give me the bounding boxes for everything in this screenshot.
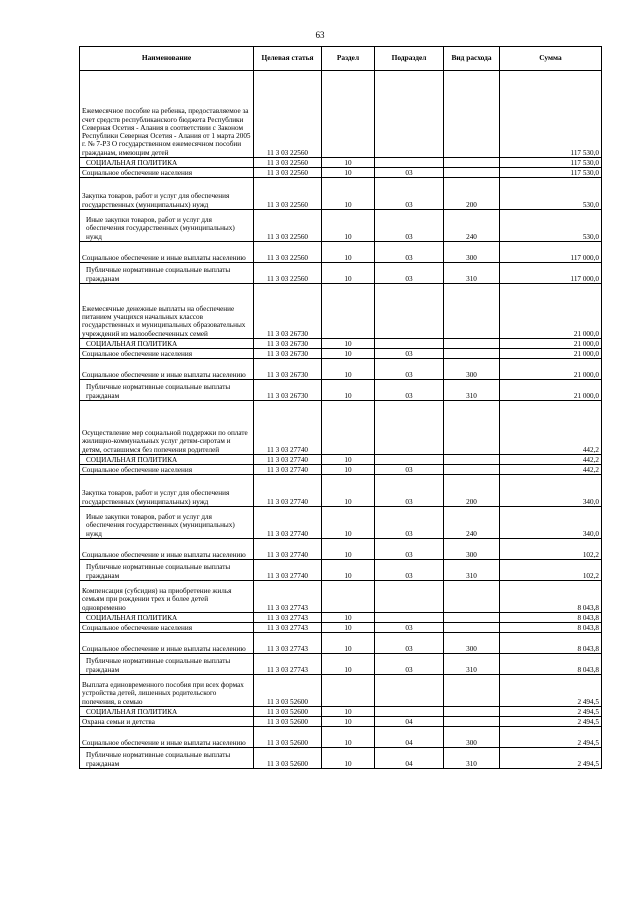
row-target-article-cell: 11 3 03 22560 [254, 178, 322, 210]
row-sum-cell: 530,0 [500, 210, 602, 242]
row-target-article-cell: 11 3 03 27743 [254, 623, 322, 633]
row-subsection-cell: 03 [375, 465, 444, 475]
header-name: Наименование [80, 47, 254, 71]
row-section-cell: 10 [322, 158, 375, 168]
table-row [80, 242, 602, 263]
row-name-cell: Иные закупки товаров, работ и услуг для обеспечения государственных (муниципальных) нужд [80, 210, 254, 242]
row-subsection-cell: 03 [375, 210, 444, 242]
row-sum-cell: 21 000,0 [500, 349, 602, 359]
row-expense-type-cell [444, 465, 500, 475]
row-subsection-cell: 03 [375, 359, 444, 380]
row-subsection-cell: 03 [375, 539, 444, 560]
table-row [80, 475, 602, 507]
row-name-cell: Компенсация (субсидия) на приобретение жилья семьям при рождении трех и более детей одновременно [80, 581, 254, 613]
row-section-cell: 10 [322, 539, 375, 560]
table-row [80, 748, 602, 769]
row-section-cell: 10 [322, 359, 375, 380]
row-section-cell: 10 [322, 339, 375, 349]
row-target-article-cell: 11 3 03 27743 [254, 613, 322, 623]
row-section-cell: 10 [322, 380, 375, 401]
row-subsection-cell: 03 [375, 178, 444, 210]
row-name-cell: Социальное обеспечение и иные выплаты населению [80, 727, 254, 748]
row-sum-cell: 117 530,0 [500, 158, 602, 168]
row-target-article-cell: 11 3 03 52600 [254, 675, 322, 707]
row-subsection-cell [375, 401, 444, 455]
row-name-cell: Социальное обеспечение и иные выплаты населению [80, 539, 254, 560]
row-name-cell: СОЦИАЛЬНАЯ ПОЛИТИКА [80, 707, 254, 717]
row-subsection-cell [375, 455, 444, 465]
row-subsection-cell [375, 613, 444, 623]
header-section: Раздел [322, 47, 375, 71]
row-section-cell: 10 [322, 633, 375, 654]
row-section-cell: 10 [322, 168, 375, 178]
table-row [80, 158, 602, 168]
table-row [80, 284, 602, 339]
row-expense-type-cell [444, 284, 500, 339]
row-section-cell: 10 [322, 613, 375, 623]
row-sum-cell: 8 043,8 [500, 581, 602, 613]
row-target-article-cell: 11 3 03 52600 [254, 717, 322, 727]
table-row [80, 507, 602, 539]
row-sum-cell: 442,2 [500, 455, 602, 465]
row-target-article-cell: 11 3 03 26730 [254, 339, 322, 349]
row-section-cell [322, 401, 375, 455]
row-subsection-cell: 04 [375, 727, 444, 748]
row-target-article-cell: 11 3 03 27740 [254, 560, 322, 581]
row-expense-type-cell: 240 [444, 507, 500, 539]
row-expense-type-cell [444, 455, 500, 465]
row-subsection-cell: 03 [375, 242, 444, 263]
row-name-cell: Закупка товаров, работ и услуг для обеспечения государственных (муниципальных) нужд [80, 475, 254, 507]
row-expense-type-cell [444, 168, 500, 178]
row-section-cell [322, 581, 375, 613]
row-sum-cell: 530,0 [500, 178, 602, 210]
row-expense-type-cell [444, 675, 500, 707]
row-target-article-cell: 11 3 03 22560 [254, 242, 322, 263]
row-name-cell: Закупка товаров, работ и услуг для обеспечения государственных (муниципальных) нужд [80, 178, 254, 210]
row-target-article-cell: 11 3 03 27743 [254, 633, 322, 654]
row-expense-type-cell: 300 [444, 633, 500, 654]
row-expense-type-cell [444, 717, 500, 727]
row-section-cell: 10 [322, 727, 375, 748]
row-expense-type-cell: 310 [444, 748, 500, 769]
row-subsection-cell: 03 [375, 633, 444, 654]
row-expense-type-cell [444, 613, 500, 623]
table-row [80, 349, 602, 359]
row-subsection-cell: 03 [375, 263, 444, 284]
table-row [80, 359, 602, 380]
row-sum-cell: 21 000,0 [500, 339, 602, 349]
row-expense-type-cell [444, 339, 500, 349]
row-sum-cell: 8 043,8 [500, 613, 602, 623]
row-sum-cell: 2 494,5 [500, 707, 602, 717]
row-sum-cell: 8 043,8 [500, 633, 602, 654]
row-target-article-cell: 11 3 03 22560 [254, 210, 322, 242]
table-row [80, 581, 602, 613]
table-header-row [80, 47, 602, 71]
row-sum-cell: 2 494,5 [500, 717, 602, 727]
row-subsection-cell: 03 [375, 475, 444, 507]
row-name-cell: СОЦИАЛЬНАЯ ПОЛИТИКА [80, 455, 254, 465]
row-name-cell: СОЦИАЛЬНАЯ ПОЛИТИКА [80, 158, 254, 168]
table-row [80, 613, 602, 623]
row-name-cell: Ежемесячное пособие на ребенка, предоставляемое за счет средств республиканского бюджета Республики Северная Осетия - Алания в соответствии с Законом Республики Северная Осетия - Алания от 1 марта 2005 г. № 7-РЗ О государственном ежемесячном пособии гражданам, имеющим детей [80, 71, 254, 158]
row-subsection-cell [375, 581, 444, 613]
row-subsection-cell: 04 [375, 748, 444, 769]
row-expense-type-cell: 300 [444, 242, 500, 263]
row-name-cell: Социальное обеспечение населения [80, 349, 254, 359]
row-name-cell: Публичные нормативные социальные выплаты гражданам [80, 654, 254, 675]
row-name-cell: СОЦИАЛЬНАЯ ПОЛИТИКА [80, 339, 254, 349]
row-sum-cell: 442,2 [500, 465, 602, 475]
row-sum-cell: 2 494,5 [500, 727, 602, 748]
row-target-article-cell: 11 3 03 27740 [254, 401, 322, 455]
row-name-cell: Публичные нормативные социальные выплаты гражданам [80, 560, 254, 581]
row-sum-cell: 21 000,0 [500, 359, 602, 380]
row-section-cell: 10 [322, 717, 375, 727]
row-subsection-cell [375, 339, 444, 349]
table-row [80, 210, 602, 242]
row-expense-type-cell: 310 [444, 654, 500, 675]
table-row [80, 560, 602, 581]
row-subsection-cell: 03 [375, 507, 444, 539]
row-section-cell: 10 [322, 707, 375, 717]
row-name-cell: Ежемесячные денежные выплаты на обеспечение питанием учащихся начальных классов государственных и муниципальных образовательных учреждений из малообеспеченных семей [80, 284, 254, 339]
row-name-cell: Охрана семьи и детства [80, 717, 254, 727]
row-name-cell: Выплата единовременного пособия при всех формах устройства детей, лишенных родительского попечения, в семью [80, 675, 254, 707]
row-expense-type-cell: 200 [444, 475, 500, 507]
row-subsection-cell [375, 284, 444, 339]
row-section-cell: 10 [322, 210, 375, 242]
row-sum-cell: 21 000,0 [500, 284, 602, 339]
row-target-article-cell: 11 3 03 27740 [254, 465, 322, 475]
table-row [80, 401, 602, 455]
table-row [80, 623, 602, 633]
row-expense-type-cell [444, 623, 500, 633]
row-target-article-cell: 11 3 03 26730 [254, 349, 322, 359]
row-target-article-cell: 11 3 03 22560 [254, 71, 322, 158]
row-sum-cell: 442,2 [500, 401, 602, 455]
table-row [80, 455, 602, 465]
row-section-cell: 10 [322, 560, 375, 581]
row-sum-cell: 117 000,0 [500, 242, 602, 263]
row-expense-type-cell: 200 [444, 178, 500, 210]
row-sum-cell: 340,0 [500, 507, 602, 539]
row-name-cell: Социальное обеспечение и иные выплаты населению [80, 359, 254, 380]
table-row [80, 178, 602, 210]
row-target-article-cell: 11 3 03 27743 [254, 581, 322, 613]
table-row [80, 633, 602, 654]
row-expense-type-cell: 240 [444, 210, 500, 242]
row-target-article-cell: 11 3 03 26730 [254, 359, 322, 380]
row-target-article-cell: 11 3 03 22560 [254, 158, 322, 168]
row-name-cell: Публичные нормативные социальные выплаты гражданам [80, 263, 254, 284]
row-sum-cell: 117 530,0 [500, 71, 602, 158]
row-expense-type-cell [444, 707, 500, 717]
header-sum: Сумма [500, 47, 602, 71]
row-section-cell: 10 [322, 475, 375, 507]
row-name-cell: Публичные нормативные социальные выплаты гражданам [80, 380, 254, 401]
row-target-article-cell: 11 3 03 22560 [254, 263, 322, 284]
row-target-article-cell: 11 3 03 26730 [254, 380, 322, 401]
row-name-cell: СОЦИАЛЬНАЯ ПОЛИТИКА [80, 613, 254, 623]
row-sum-cell: 21 000,0 [500, 380, 602, 401]
table-row [80, 539, 602, 560]
row-section-cell [322, 675, 375, 707]
table-row [80, 707, 602, 717]
table-row [80, 675, 602, 707]
row-subsection-cell: 03 [375, 349, 444, 359]
row-section-cell [322, 71, 375, 158]
header-expense-type: Вид расхода [444, 47, 500, 71]
row-sum-cell: 117 530,0 [500, 168, 602, 178]
row-section-cell: 10 [322, 349, 375, 359]
row-expense-type-cell [444, 349, 500, 359]
row-section-cell [322, 284, 375, 339]
row-target-article-cell: 11 3 03 27740 [254, 539, 322, 560]
row-section-cell: 10 [322, 465, 375, 475]
row-name-cell: Осуществление мер социальной поддержки по оплате жилищно-коммунальных услуг детям-сиротам и детям, оставшимся без попечения родителей [80, 401, 254, 455]
row-subsection-cell [375, 71, 444, 158]
row-target-article-cell: 11 3 03 27740 [254, 455, 322, 465]
row-sum-cell: 2 494,5 [500, 675, 602, 707]
row-expense-type-cell [444, 581, 500, 613]
row-name-cell: Социальное обеспечение и иные выплаты населению [80, 242, 254, 263]
row-subsection-cell: 03 [375, 654, 444, 675]
table-row [80, 71, 602, 158]
row-expense-type-cell: 300 [444, 359, 500, 380]
row-subsection-cell: 03 [375, 623, 444, 633]
row-sum-cell: 340,0 [500, 475, 602, 507]
row-expense-type-cell [444, 401, 500, 455]
row-sum-cell: 2 494,5 [500, 748, 602, 769]
table-row [80, 263, 602, 284]
row-name-cell: Публичные нормативные социальные выплаты гражданам [80, 748, 254, 769]
row-target-article-cell: 11 3 03 22560 [254, 168, 322, 178]
row-target-article-cell: 11 3 03 52600 [254, 748, 322, 769]
table-row [80, 380, 602, 401]
row-expense-type-cell [444, 158, 500, 168]
table-row [80, 717, 602, 727]
row-subsection-cell: 03 [375, 168, 444, 178]
table-row [80, 727, 602, 748]
row-subsection-cell [375, 675, 444, 707]
page-number: 63 [315, 30, 325, 40]
row-sum-cell: 8 043,8 [500, 654, 602, 675]
row-section-cell: 10 [322, 242, 375, 263]
header-target-article: Целевая статья [254, 47, 322, 71]
table-row [80, 654, 602, 675]
row-sum-cell: 8 043,8 [500, 623, 602, 633]
row-section-cell: 10 [322, 654, 375, 675]
row-section-cell: 10 [322, 263, 375, 284]
row-target-article-cell: 11 3 03 27740 [254, 507, 322, 539]
row-expense-type-cell [444, 71, 500, 158]
row-sum-cell: 102,2 [500, 560, 602, 581]
table-row [80, 465, 602, 475]
row-section-cell: 10 [322, 455, 375, 465]
row-name-cell: Социальное обеспечение населения [80, 623, 254, 633]
budget-table [79, 46, 602, 769]
row-target-article-cell: 11 3 03 52600 [254, 707, 322, 717]
row-name-cell: Социальное обеспечение и иные выплаты населению [80, 633, 254, 654]
row-expense-type-cell: 310 [444, 380, 500, 401]
row-target-article-cell: 11 3 03 52600 [254, 727, 322, 748]
row-name-cell: Социальное обеспечение населения [80, 465, 254, 475]
row-name-cell: Иные закупки товаров, работ и услуг для обеспечения государственных (муниципальных) нужд [80, 507, 254, 539]
row-subsection-cell [375, 158, 444, 168]
row-subsection-cell [375, 707, 444, 717]
table-body [80, 71, 602, 769]
header-subsection: Подраздел [375, 47, 444, 71]
row-expense-type-cell: 300 [444, 539, 500, 560]
row-section-cell: 10 [322, 507, 375, 539]
row-sum-cell: 102,2 [500, 539, 602, 560]
row-name-cell: Социальное обеспечение населения [80, 168, 254, 178]
row-section-cell: 10 [322, 178, 375, 210]
table-row [80, 168, 602, 178]
table-row [80, 339, 602, 349]
row-subsection-cell: 04 [375, 717, 444, 727]
row-section-cell: 10 [322, 623, 375, 633]
row-expense-type-cell: 310 [444, 263, 500, 284]
row-target-article-cell: 11 3 03 27743 [254, 654, 322, 675]
row-section-cell: 10 [322, 748, 375, 769]
row-target-article-cell: 11 3 03 27740 [254, 475, 322, 507]
row-subsection-cell: 03 [375, 380, 444, 401]
row-sum-cell: 117 000,0 [500, 263, 602, 284]
row-expense-type-cell: 300 [444, 727, 500, 748]
row-target-article-cell: 11 3 03 26730 [254, 284, 322, 339]
row-subsection-cell: 03 [375, 560, 444, 581]
row-expense-type-cell: 310 [444, 560, 500, 581]
